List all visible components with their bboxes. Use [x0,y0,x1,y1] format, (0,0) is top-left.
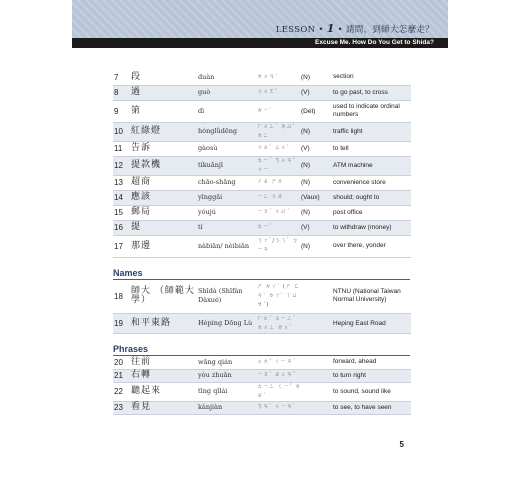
entry-part-of-speech: (N) [301,122,333,141]
entry-number: 17 [113,235,131,257]
entry-characters: 告訴 [131,141,198,156]
entry-characters: 往前 [131,356,198,369]
entry-part-of-speech [301,382,333,401]
table-row [113,369,411,382]
lesson-number: 1 [326,22,335,35]
table-row [113,141,411,156]
page-number: 5 [399,440,404,449]
entry-pinyin: kànjiàn [198,401,257,414]
entry-part-of-speech: (V) [301,141,333,156]
lesson-subtitle: Excuse Me. How Do You Get to Shida? [315,39,434,46]
entry-number: 20 [113,356,131,369]
entry-part-of-speech: (N) [301,156,333,175]
entry-number: 16 [113,220,131,235]
entry-pinyin: yīnggāi [198,190,257,205]
entry-definition: to turn right [333,369,411,382]
entry-zhuyin: ㄧㄥ ㄍㄞ [257,190,301,205]
entry-characters: 超商 [131,175,198,190]
lesson-title: 請問，到師大怎麼走？ [345,25,434,35]
entry-zhuyin: ㄉㄧˋ [257,100,301,122]
entry-definition: traffic light [333,122,411,141]
entry-pinyin: duàn [198,70,257,85]
names-heading: Names [113,267,410,280]
entry-definition: NTNU (National Taiwan Normal University) [333,280,411,314]
entry-definition: to tell [333,141,411,156]
entry-part-of-speech [301,356,333,369]
entry-zhuyin: ㄍㄠˋ ㄙㄨˋ [257,141,301,156]
entry-pinyin: yóujú [198,205,257,220]
entry-characters: 第 [131,100,198,122]
entry-characters: 右轉 [131,369,198,382]
entry-pinyin: hónglǜdēng [198,122,257,141]
entry-zhuyin: ㄍㄨㄛˋ [257,85,301,100]
entry-characters: 那邊 [131,235,198,257]
entry-definition: over there, yonder [333,235,411,257]
table-row [113,156,411,175]
entry-part-of-speech: (N) [301,235,333,257]
entry-pinyin: yòu zhuǎn [198,369,257,382]
entry-zhuyin: ㄏㄨㄥˊ ㄌㄩˋ ㄉㄥ [257,122,301,141]
table-row [113,85,411,100]
entry-part-of-speech: (V) [301,85,333,100]
table-row [113,220,411,235]
entry-number: 21 [113,369,131,382]
entry-number: 11 [113,141,131,156]
entry-definition: section [333,70,411,85]
entry-pinyin: dì [198,100,257,122]
entry-characters: 和平東路 [131,314,198,334]
phrases-table [113,356,411,415]
lesson-banner [72,0,448,38]
entry-number: 10 [113,122,131,141]
entry-definition: post office [333,205,411,220]
entry-characters: 過 [131,85,198,100]
entry-pinyin: wǎng qián [198,356,257,369]
phrases-heading: Phrases [113,343,410,356]
entry-pinyin: tíkuǎnjī [198,156,257,175]
entry-definition: to go past, to cross [333,85,411,100]
entry-zhuyin: ㄨㄤˇ ㄑㄧㄢˊ [257,356,301,369]
entry-part-of-speech [301,369,333,382]
entry-characters: 聽起來 [131,382,198,401]
entry-definition: should; ought to [333,190,411,205]
table-row [113,235,411,257]
entry-pinyin: Hépíng Dōng Lù [198,314,257,334]
entry-zhuyin: ㄊㄧˊ [257,220,301,235]
entry-pinyin: gàosù [198,141,257,156]
table-row [113,175,411,190]
table-row [113,314,411,334]
entry-characters: 紅綠燈 [131,122,198,141]
entry-characters: 郵局 [131,205,198,220]
vocabulary-sheet [113,70,410,415]
table-row [113,401,411,414]
table-row [113,382,411,401]
entry-zhuyin: ㄕ ㄉㄚˋ (ㄕ ㄈㄢˋ ㄉㄚˋ ㄒㄩㄝˊ) [257,280,301,314]
entry-pinyin: Shīdà (Shīfàn Dàxué) [198,280,257,314]
names-table [113,280,411,335]
entry-number: 12 [113,156,131,175]
entry-pinyin: chāo-shāng [198,175,257,190]
entry-zhuyin: ㄎㄢˋ ㄐㄧㄢˋ [257,401,301,414]
entry-characters: 提款機 [131,156,198,175]
entry-characters: 應該 [131,190,198,205]
entry-number: 23 [113,401,131,414]
entry-number: 14 [113,190,131,205]
entry-part-of-speech: (Det) [301,100,333,122]
entry-definition: convenience store [333,175,411,190]
entry-definition: to withdraw (money) [333,220,411,235]
table-row [113,122,411,141]
table-row [113,356,411,369]
entry-part-of-speech: (N) [301,205,333,220]
entry-zhuyin: ㄧㄡˋ ㄓㄨㄢˇ [257,369,301,382]
entry-number: 7 [113,70,131,85]
entry-definition: Heping East Road [333,314,411,334]
entry-definition: ATM machine [333,156,411,175]
table-row [113,100,411,122]
entry-definition: to see, to have seen [333,401,411,414]
entry-definition: forward, ahead [333,356,411,369]
entry-zhuyin: ㄉㄨㄢˋ [257,70,301,85]
entry-number: 15 [113,205,131,220]
lesson-heading: LESSON • 1 • 請問，到師大怎麼走？ [275,22,434,35]
entry-part-of-speech: (N) [301,175,333,190]
entry-number: 18 [113,280,131,314]
table-row [113,205,411,220]
entry-definition: used to indicate ordinal numbers [333,100,411,122]
vocab-table [113,70,411,258]
entry-number: 13 [113,175,131,190]
entry-zhuyin: ㄊㄧˊ ㄎㄨㄢˇ ㄐㄧ [257,156,301,175]
entry-number: 22 [113,382,131,401]
entry-zhuyin: ㄋㄚˋ/ㄋㄟˋ ㄅㄧㄢ [257,235,301,257]
entry-characters: 提 [131,220,198,235]
entry-pinyin: guò [198,85,257,100]
entry-definition: to sound, sound like [333,382,411,401]
entry-part-of-speech: (V) [301,220,333,235]
entry-pinyin: tīng qǐlái [198,382,257,401]
entry-part-of-speech [301,280,333,314]
entry-part-of-speech: (N) [301,70,333,85]
table-row [113,190,411,205]
entry-number: 8 [113,85,131,100]
entry-zhuyin: ㄔㄠ ㄕㄤ [257,175,301,190]
table-row [113,70,411,85]
entry-pinyin: tí [198,220,257,235]
entry-part-of-speech [301,314,333,334]
entry-characters: 看見 [131,401,198,414]
lesson-subtitle-bar [72,38,448,48]
entry-part-of-speech: (Vaux) [301,190,333,205]
entry-zhuyin: ㄧㄡˊ ㄐㄩˊ [257,205,301,220]
entry-number: 9 [113,100,131,122]
entry-characters: 段 [131,70,198,85]
entry-characters: 師大 （師範大學） [131,280,198,314]
entry-pinyin: nàbiān/ nèibiān [198,235,257,257]
table-row [113,280,411,314]
entry-zhuyin: ㄏㄜˊ ㄆㄧㄥˊ ㄉㄨㄥ ㄌㄨˋ [257,314,301,334]
lesson-word: LESSON [275,25,316,35]
entry-part-of-speech [301,401,333,414]
entry-number: 19 [113,314,131,334]
entry-zhuyin: ㄊㄧㄥ ㄑㄧˇ ㄌㄞˊ [257,382,301,401]
